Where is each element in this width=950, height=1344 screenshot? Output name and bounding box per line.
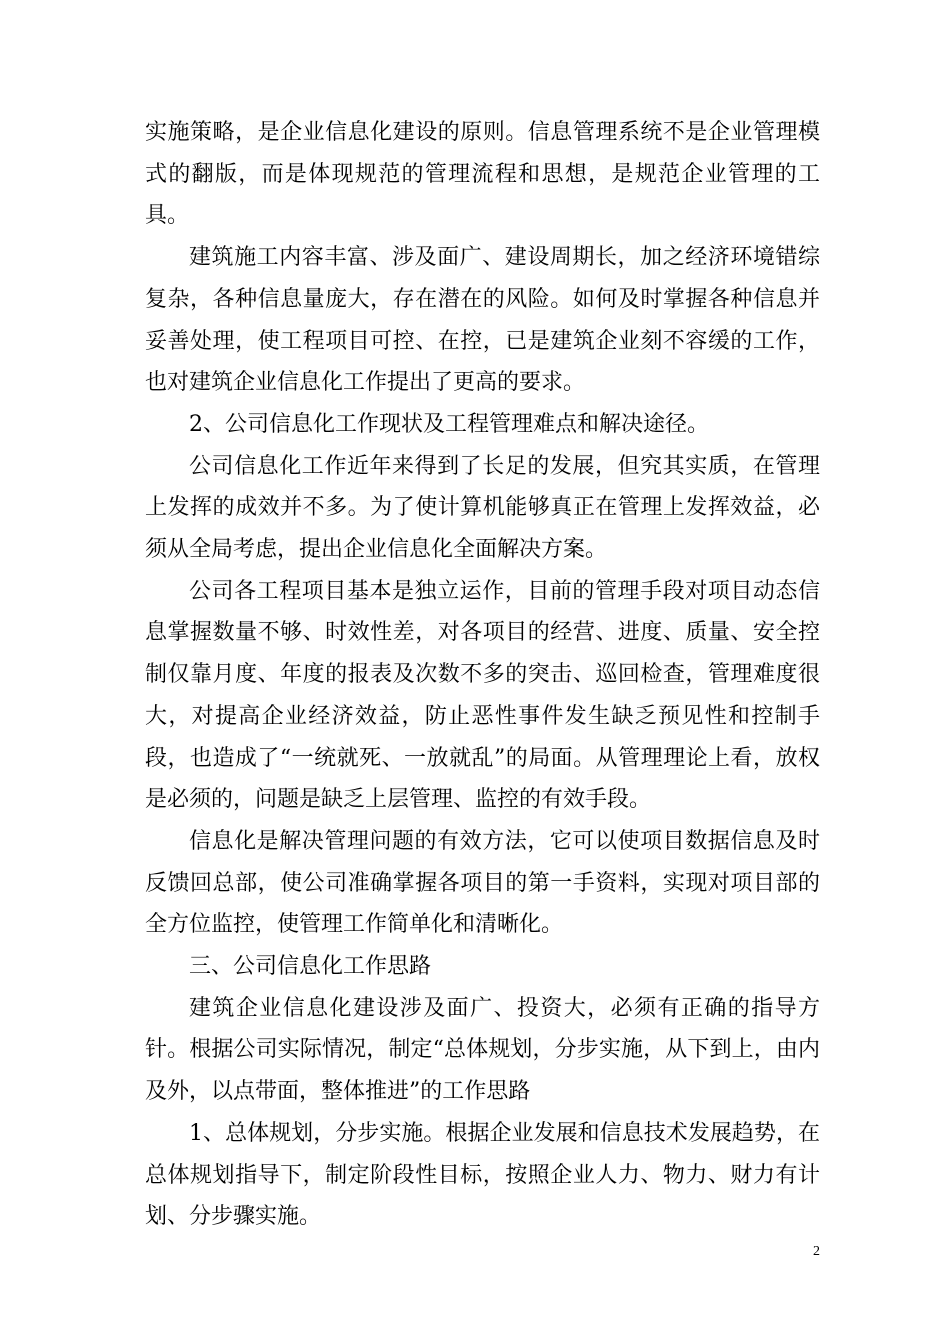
paragraph-strategy-continuation: 实施策略，是企业信息化建设的原则。信息管理系统不是企业管理模式的翻版，而是体现规范的管理流程和思想，是规范企业管理的工具。 <box>145 120 820 229</box>
paragraph-status-overview: 公司信息化工作近年来得到了长足的发展，但究其实质，在管理上发挥的成效并不多。为了使计算机能够真正在管理上发挥效益，必须从全局考虑，提出企业信息化全面解决方案。 <box>145 453 820 563</box>
paragraph-informatization-method: 信息化是解决管理问题的有效方法，它可以使项目数据信息及时反馈回总部，使公司准确掌握各项目的第一手资料，实现对项目部的全方位监控，使管理工作简单化和清晰化。 <box>145 828 820 938</box>
paragraph-project-management: 公司各工程项目基本是独立运作，目前的管理手段对项目动态信息掌握数量不够、时效性差，对各项目的经营、进度、质量、安全控制仅靠月度、年度的报表及次数不多的突击、巡回检查，管理难度很大，对提高企业经济效益，防止恶性事件发生缺乏预见性和控制手段，也造成了“一统就死、一放就乱”的局面。从管理理论上看，放权是必须的，问题是缺乏上层管理、监控的有效手段。 <box>145 578 820 813</box>
section-heading-status: 2、公司信息化工作现状及工程管理难点和解决途径。 <box>189 411 709 437</box>
paragraph-construction-info: 建筑施工内容丰富、涉及面广、建设周期长，加之经济环境错综复杂，各种信息量庞大，存在潜在的风险。如何及时掌握各种信息并妥善处理，使工程项目可控、在控，已是建筑企业刻不容缓的工作，也对建筑企业信息化工作提出了更高的要求。 <box>145 245 820 396</box>
section-heading-approach: 三、公司信息化工作思路 <box>189 954 432 980</box>
document-body <box>145 112 820 1238</box>
page-number: 2 <box>813 1244 820 1259</box>
paragraph-guiding-policy: 建筑企业信息化建设涉及面广、投资大，必须有正确的指导方针。根据公司实际情况，制定“总体规划，分步实施，从下到上，由内及外，以点带面，整体推进”的工作思路 <box>145 995 820 1105</box>
paragraph-overall-planning: 1、总体规划，分步实施。根据企业发展和信息技术发展趋势，在总体规划指导下，制定阶段性目标，按照企业人力、物力、财力有计划、分步骤实施。 <box>145 1120 820 1230</box>
